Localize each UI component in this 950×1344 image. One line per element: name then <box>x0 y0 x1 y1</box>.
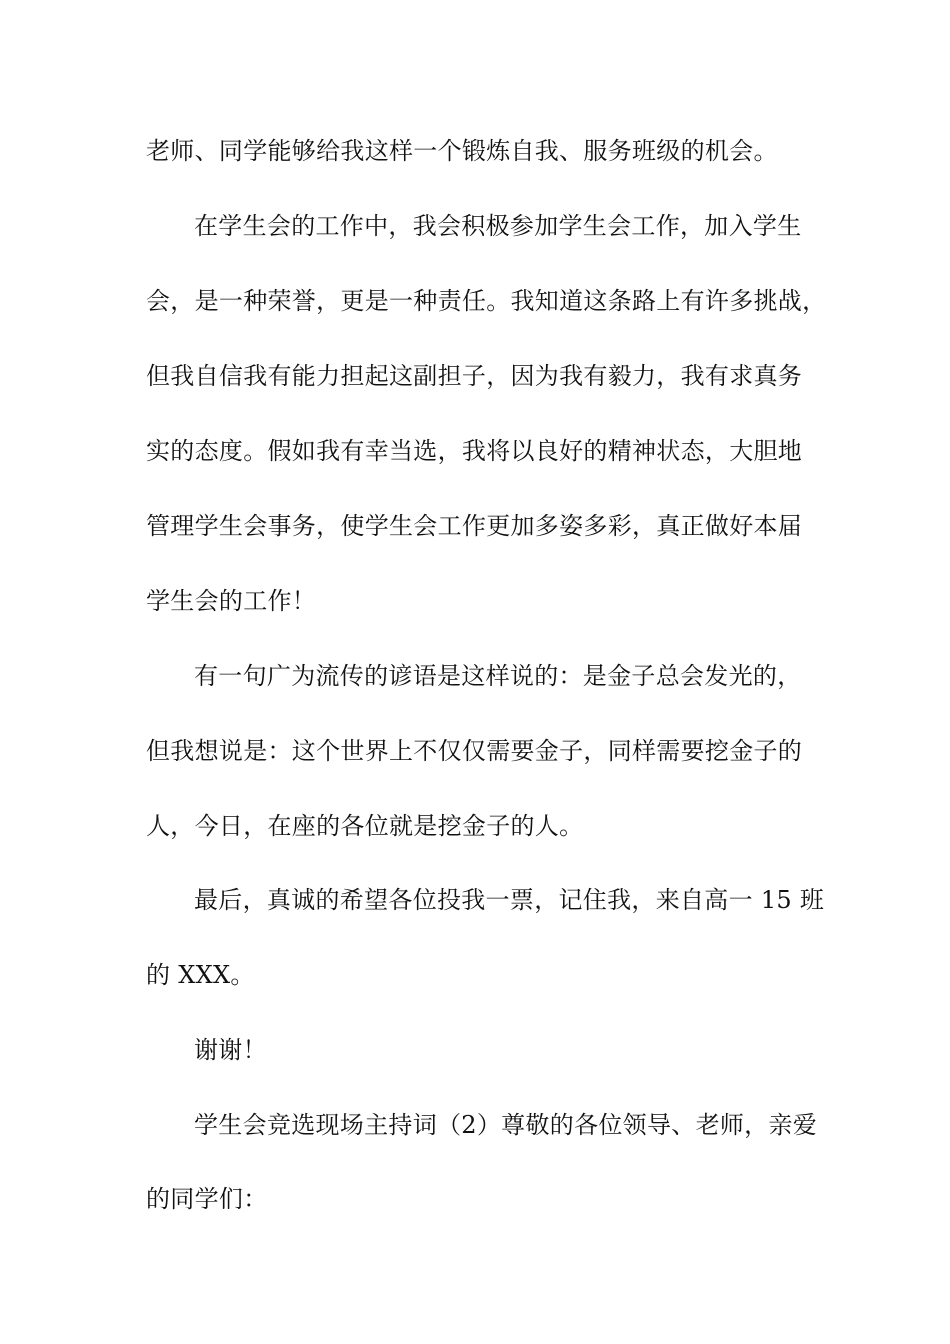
text-line-11: 最后，真诚的希望各位投我一票，记住我，来自高一 15 班 <box>194 886 825 914</box>
text-line-10: 人，今日，在座的各位就是挖金子的人。 <box>146 812 584 840</box>
text-line-8: 有一句广为流传的谚语是这样说的：是金子总会发光的， <box>194 662 802 690</box>
text-line-14: 学生会竞选现场主持词（2）尊敬的各位领导、老师，亲爱 <box>194 1111 818 1139</box>
text-line-5: 实的态度。假如我有幸当选，我将以良好的精神状态，大胆地 <box>146 437 803 465</box>
text-line-4: 但我自信我有能力担起这副担子，因为我有毅力，我有求真务 <box>146 362 803 390</box>
text-line-1: 老师、同学能够给我这样一个锻炼自我、服务班级的机会。 <box>146 137 778 165</box>
text-line-9: 但我想说是：这个世界上不仅仅需要金子，同样需要挖金子的 <box>146 737 803 765</box>
text-line-15: 的同学们： <box>146 1185 268 1213</box>
text-line-12: 的 XXX。 <box>146 961 255 989</box>
text-line-7: 学生会的工作！ <box>146 587 317 615</box>
text-line-2: 在学生会的工作中，我会积极参加学生会工作，加入学生 <box>194 212 802 240</box>
text-line-3: 会，是一种荣誉，更是一种责任。我知道这条路上有许多挑战， <box>146 287 827 315</box>
text-line-13: 谢谢！ <box>194 1036 267 1064</box>
text-line-6: 管理学生会事务，使学生会工作更加多姿多彩，真正做好本届 <box>146 512 803 540</box>
